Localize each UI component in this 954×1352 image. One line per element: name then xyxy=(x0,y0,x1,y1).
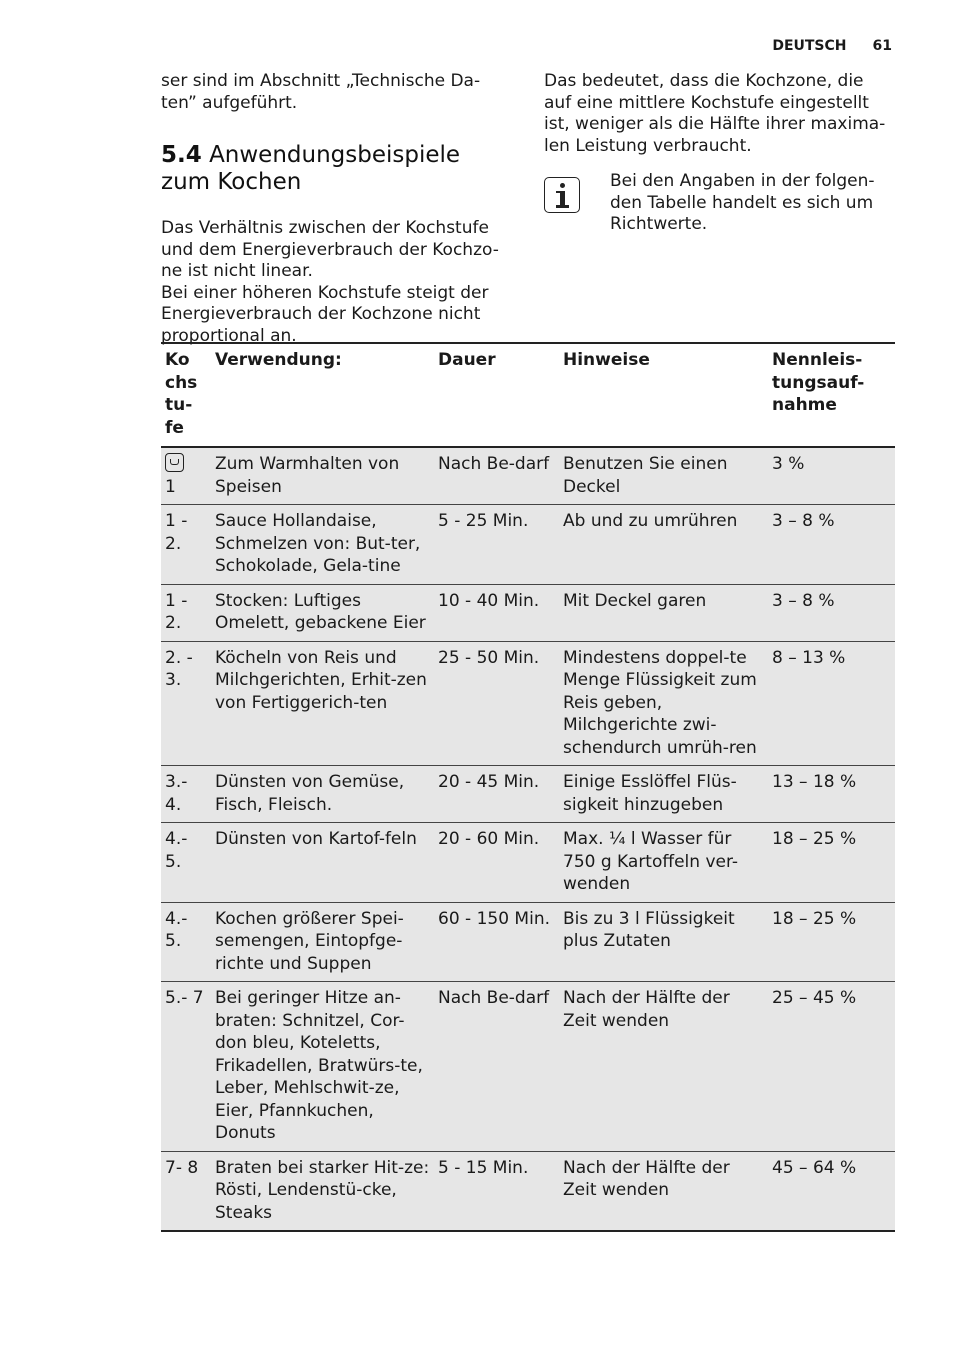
table-row xyxy=(161,902,895,982)
cell-usage: Köcheln von Reis und Milchgerichten, Erhit-zen von Fertiggerich-ten xyxy=(211,641,434,766)
left-column xyxy=(161,71,511,347)
section-number: 5.4 xyxy=(161,142,202,168)
cell-duration: 5 - 15 Min. xyxy=(434,1151,559,1231)
cell-duration: Nach Be-darf xyxy=(434,982,559,1152)
cell-duration: 60 - 150 Min. xyxy=(434,902,559,982)
table-row xyxy=(161,447,895,505)
paragraph-proportionality: Bei einer höheren Kochstufe steigt der Energieverbrauch der Kochzone nicht proportional an. xyxy=(161,282,489,346)
cell-notes: Bis zu 3 l Flüssigkeit plus Zutaten xyxy=(559,902,768,982)
language-label: DEUTSCH xyxy=(772,38,847,54)
section-heading xyxy=(161,142,511,196)
table-row xyxy=(161,584,895,641)
table-row xyxy=(161,823,895,903)
header-level: Ko chs tu- fe xyxy=(161,343,211,447)
cell-power: 3 – 8 % xyxy=(768,584,895,641)
level-value: 1 xyxy=(165,476,176,497)
table-row xyxy=(161,982,895,1152)
cell-usage: Dünsten von Kartof-feln xyxy=(211,823,434,903)
cell-power: 3 % xyxy=(768,447,895,505)
keep-warm-icon xyxy=(165,453,184,472)
cell-level: 2. - 3. xyxy=(161,641,211,766)
cell-power: 25 – 45 % xyxy=(768,982,895,1152)
header-notes: Hinweise xyxy=(559,343,768,447)
header-usage: Verwendung: xyxy=(211,343,434,447)
cell-duration: 10 - 40 Min. xyxy=(434,584,559,641)
cell-notes: Ab und zu umrühren xyxy=(559,505,768,585)
cell-power: 18 – 25 % xyxy=(768,823,895,903)
cell-notes: Nach der Hälfte der Zeit wenden xyxy=(559,1151,768,1231)
cell-power: 45 – 64 % xyxy=(768,1151,895,1231)
cell-notes: Benutzen Sie einen Deckel xyxy=(559,447,768,505)
cell-notes: Max. ¼ l Wasser für 750 g Kartoffeln ver-wenden xyxy=(559,823,768,903)
cell-level: 4.- 5. xyxy=(161,902,211,982)
paragraph-meaning: Das bedeutet, dass die Kochzone, die auf eine mittlere Kochstufe eingestellt ist, weniger als die Hälfte ihrer maxima-len Leistung verbraucht. xyxy=(544,71,886,156)
cell-level: 3.- 4. xyxy=(161,766,211,823)
paragraph-linearity: Das Verhältnis zwischen der Kochstufe und dem Energieverbrauch der Kochzo-ne ist nicht linear. xyxy=(161,218,499,281)
cell-usage: Dünsten von Gemüse, Fisch, Fleisch. xyxy=(211,766,434,823)
cell-usage: Zum Warmhalten von Speisen xyxy=(211,447,434,505)
section-title: Anwendungsbeispiele zum Kochen xyxy=(161,142,461,195)
table-row xyxy=(161,641,895,766)
cell-usage: Stocken: Luftiges Omelett, gebackene Eier xyxy=(211,584,434,641)
table-header-row xyxy=(161,343,895,447)
cell-level: 5.- 7 xyxy=(161,982,211,1152)
cell-notes: Mit Deckel garen xyxy=(559,584,768,641)
page-number: 61 xyxy=(872,38,892,54)
cell-power: 3 – 8 % xyxy=(768,505,895,585)
cell-duration: 25 - 50 Min. xyxy=(434,641,559,766)
table-row xyxy=(161,1151,895,1231)
info-note xyxy=(544,171,894,236)
cell-level: 1 - 2. xyxy=(161,505,211,585)
page-header xyxy=(762,38,892,54)
cell-duration: 20 - 45 Min. xyxy=(434,766,559,823)
right-column xyxy=(544,71,894,236)
cell-power: 18 – 25 % xyxy=(768,902,895,982)
header-power: Nennleis-tungsauf-nahme xyxy=(768,343,895,447)
intro-text: ser sind im Abschnitt „Technische Da-ten” aufgeführt. xyxy=(161,71,481,113)
cell-notes: Einige Esslöffel Flüs-sigkeit hinzugeben xyxy=(559,766,768,823)
cell-level: 4.- 5. xyxy=(161,823,211,903)
cell-usage: Bei geringer Hitze an-braten: Schnitzel, Cor-don bleu, Koteletts, Frikadellen, Bratwürs-te, Leber, Mehlschwit-ze, Eier, Pfannkuchen, Donuts xyxy=(211,982,434,1152)
cell-duration: 5 - 25 Min. xyxy=(434,505,559,585)
cell-duration: Nach Be-darf xyxy=(434,447,559,505)
cell-level xyxy=(161,447,211,505)
info-text: Bei den Angaben in der folgen-den Tabelle handelt es sich um Richtwerte. xyxy=(610,171,875,234)
cell-power: 13 – 18 % xyxy=(768,766,895,823)
cell-usage: Sauce Hollandaise, Schmelzen von: But-ter, Schokolade, Gela-tine xyxy=(211,505,434,585)
table-row xyxy=(161,766,895,823)
cell-usage: Kochen größerer Spei-semengen, Eintopfge-richte und Suppen xyxy=(211,902,434,982)
cell-notes: Mindestens doppel-te Menge Flüssigkeit zum Reis geben, Milchgerichte zwi-schendurch umrüh-ren xyxy=(559,641,768,766)
cell-level: 1 - 2. xyxy=(161,584,211,641)
cell-notes: Nach der Hälfte der Zeit wenden xyxy=(559,982,768,1152)
header-duration: Dauer xyxy=(434,343,559,447)
cooking-examples-table xyxy=(161,342,895,1232)
cell-duration: 20 - 60 Min. xyxy=(434,823,559,903)
info-icon xyxy=(544,177,580,213)
cell-level: 7- 8 xyxy=(161,1151,211,1231)
table-row xyxy=(161,505,895,585)
cell-power: 8 – 13 % xyxy=(768,641,895,766)
cell-usage: Braten bei starker Hit-ze: Rösti, Lendenstü-cke, Steaks xyxy=(211,1151,434,1231)
